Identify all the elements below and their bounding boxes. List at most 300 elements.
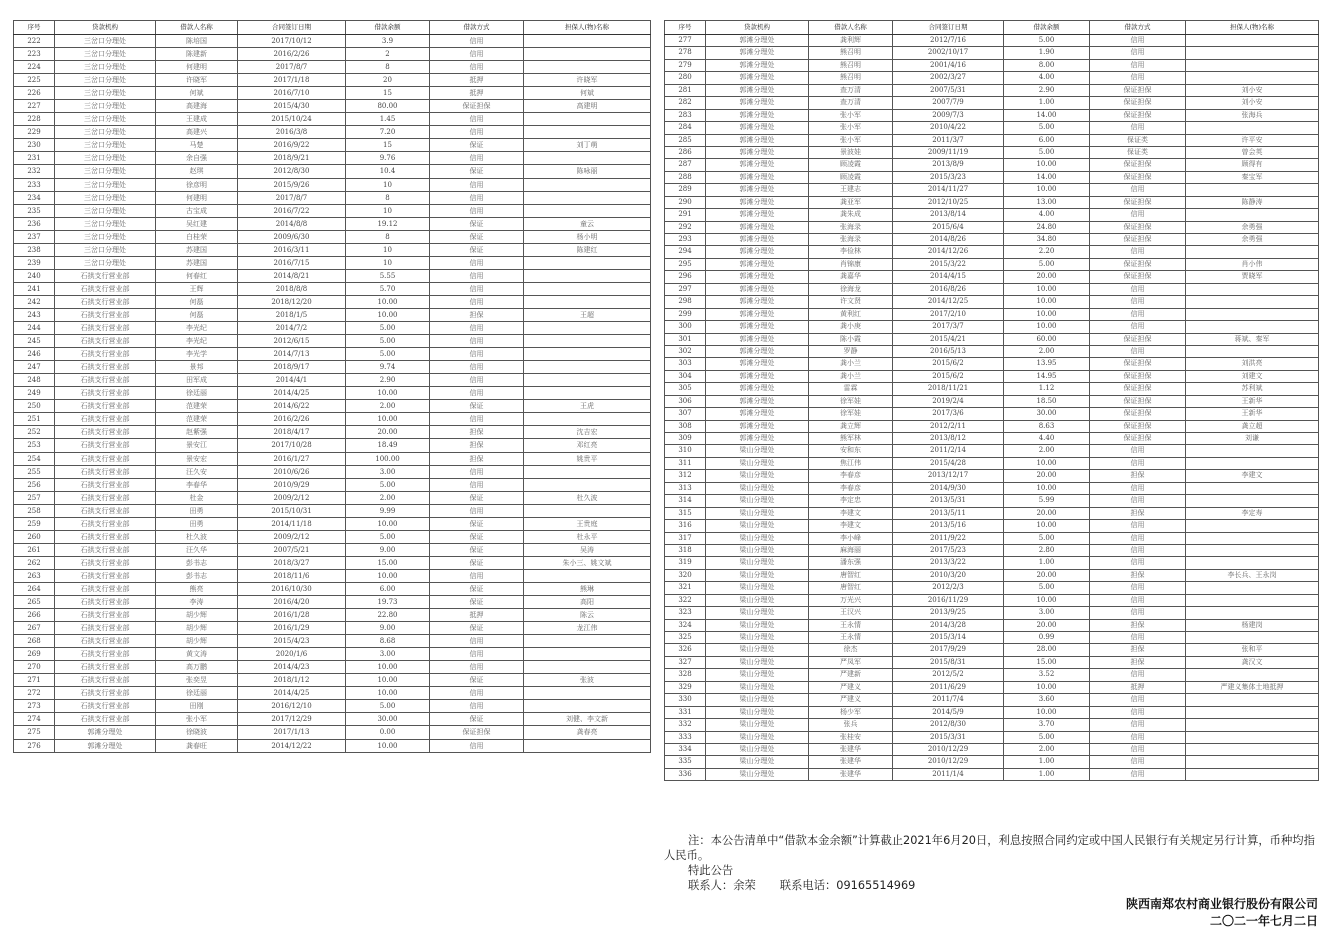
cell-seq: 321 [665,582,706,594]
cell-seq: 320 [665,569,706,581]
cell-institution: 石拱支行营业部 [55,609,156,622]
table-row [665,271,1319,283]
cell-institution: 石拱支行营业部 [55,556,156,569]
cell-seq: 249 [14,387,55,400]
cell-contract-date: 2016/12/10 [238,700,346,713]
cell-loan-type: 信用 [1090,694,1186,706]
header-institution: 贷款机构 [706,21,809,35]
cell-borrower: 张小军 [809,122,893,134]
table-row [665,358,1319,370]
cell-contract-date: 2014/12/26 [893,246,1004,258]
cell-balance: 15.00 [1004,656,1090,668]
cell-balance: 8 [346,230,430,243]
cell-contract-date: 2014/7/13 [238,348,346,361]
cell-balance: 14.95 [1004,370,1090,382]
cell-contract-date: 2002/3/27 [893,72,1004,84]
cell-seq: 256 [14,478,55,491]
cell-institution: 郭滩分理处 [706,370,809,382]
cell-balance: 28.00 [1004,644,1090,656]
cell-balance: 0.00 [346,726,430,739]
cell-loan-type: 信用 [1090,582,1186,594]
cell-loan-type: 保证 [430,139,524,152]
cell-institution: 郭滩分理处 [706,35,809,47]
cell-institution: 石拱支行营业部 [55,661,156,674]
issue-date: 二〇二一年七月二日 [1209,914,1318,928]
table-row [665,221,1319,233]
cell-guarantor: 邓红亮 [524,439,651,452]
cell-borrower: 陈小霞 [809,333,893,345]
cell-loan-type: 保证 [430,596,524,609]
cell-contract-date: 2016/10/30 [238,582,346,595]
cell-institution: 郭滩分理处 [706,395,809,407]
cell-guarantor [524,335,651,348]
cell-contract-date: 2011/1/4 [893,768,1004,780]
cell-contract-date: 2014/12/22 [238,739,346,752]
cell-contract-date: 2001/4/16 [893,59,1004,71]
cell-balance: 14.00 [1004,171,1090,183]
cell-seq: 241 [14,282,55,295]
cell-institution: 梁山分理处 [706,594,809,606]
cell-balance: 9.00 [346,543,430,556]
cell-borrower: 龚春旺 [156,739,238,752]
cell-guarantor: 王新华 [1186,395,1319,407]
cell-seq: 265 [14,596,55,609]
table-row [665,84,1319,96]
header-guarantor: 担保人(物)名称 [524,21,651,35]
cell-loan-type: 信用 [1090,445,1186,457]
cell-institution: 石拱支行营业部 [55,478,156,491]
cell-guarantor [1186,296,1319,308]
cell-seq: 271 [14,674,55,687]
cell-borrower: 王建成 [156,113,238,126]
cell-institution: 石拱支行营业部 [55,582,156,595]
cell-loan-type: 信用 [1090,669,1186,681]
cell-guarantor: 杜久波 [524,491,651,504]
cell-institution: 三岔口分理处 [55,230,156,243]
cell-guarantor [1186,345,1319,357]
table-row [14,217,651,230]
cell-seq: 251 [14,413,55,426]
cell-contract-date: 2015/3/23 [893,171,1004,183]
cell-guarantor: 秦宝军 [1186,171,1319,183]
cell-guarantor: 刘建文 [1186,370,1319,382]
cell-institution: 石拱支行营业部 [55,269,156,282]
cell-institution: 郭滩分理处 [706,333,809,345]
cell-balance: 2.20 [1004,246,1090,258]
table-row [665,97,1319,109]
cell-guarantor [1186,495,1319,507]
table-row [14,243,651,256]
cell-guarantor: 肖小伟 [1186,258,1319,270]
cell-loan-type: 信用 [1090,184,1186,196]
table-row [665,669,1319,681]
cell-loan-type: 信用 [1090,520,1186,532]
cell-institution: 郭滩分理处 [706,234,809,246]
cell-contract-date: 2002/10/17 [893,47,1004,59]
cell-guarantor: 杨建岗 [1186,619,1319,631]
cell-contract-date: 2015/10/24 [238,113,346,126]
cell-guarantor [1186,706,1319,718]
cell-seq: 266 [14,609,55,622]
cell-balance: 8 [346,61,430,74]
cell-contract-date: 2012/8/30 [238,165,346,178]
cell-institution: 梁山分理处 [706,482,809,494]
cell-loan-type: 信用 [1090,246,1186,258]
cell-seq: 257 [14,491,55,504]
cell-seq: 315 [665,507,706,519]
cell-loan-type: 担保 [430,308,524,321]
cell-contract-date: 2016/1/28 [238,609,346,622]
cell-guarantor: 余勇强 [1186,221,1319,233]
cell-institution: 石拱支行营业部 [55,596,156,609]
cell-loan-type: 保证 [430,491,524,504]
cell-contract-date: 2015/3/31 [893,731,1004,743]
cell-contract-date: 2017/3/6 [893,408,1004,420]
cell-seq: 264 [14,582,55,595]
table-row [665,470,1319,482]
cell-balance: 2.00 [1004,743,1090,755]
cell-contract-date: 2013/5/16 [893,520,1004,532]
cell-institution: 梁山分理处 [706,731,809,743]
cell-guarantor [524,126,651,139]
table-row [665,619,1319,631]
cell-balance: 10.00 [1004,594,1090,606]
cell-borrower: 张兵 [809,719,893,731]
cell-borrower: 龚立辉 [809,420,893,432]
cell-guarantor: 杨小明 [524,230,651,243]
cell-loan-type: 担保 [430,452,524,465]
cell-loan-type: 信用 [1090,59,1186,71]
cell-seq: 289 [665,184,706,196]
cell-seq: 301 [665,333,706,345]
cell-guarantor: 童云 [524,217,651,230]
cell-contract-date: 2017/2/10 [893,308,1004,320]
table-row [14,61,651,74]
cell-contract-date: 2014/5/9 [893,706,1004,718]
header-balance: 借款余额 [346,21,430,35]
cell-contract-date: 2014/9/30 [893,482,1004,494]
cell-loan-type: 信用 [430,152,524,165]
cell-loan-type: 保证 [430,543,524,556]
cell-contract-date: 2018/4/17 [238,426,346,439]
cell-borrower: 龚亚军 [809,196,893,208]
cell-balance: 10.00 [346,413,430,426]
cell-seq: 282 [665,97,706,109]
cell-borrower: 熊召明 [809,47,893,59]
cell-seq: 323 [665,607,706,619]
cell-contract-date: 2020/1/6 [238,648,346,661]
cell-contract-date: 2016/11/29 [893,594,1004,606]
cell-guarantor [1186,743,1319,755]
cell-seq: 308 [665,420,706,432]
cell-balance: 5.00 [1004,35,1090,47]
cell-borrower: 张建华 [809,768,893,780]
signature-block [1126,896,1318,930]
cell-guarantor [524,700,651,713]
cell-loan-type: 信用 [430,635,524,648]
cell-guarantor: 王贵庭 [524,517,651,530]
cell-loan-type: 信用 [430,61,524,74]
cell-balance: 10.00 [346,308,430,321]
cell-borrower: 范建荣 [156,400,238,413]
cell-seq: 248 [14,374,55,387]
cell-borrower: 安和东 [809,445,893,457]
table-row [665,134,1319,146]
cell-seq: 332 [665,719,706,731]
cell-institution: 梁山分理处 [706,681,809,693]
cell-institution: 三岔口分理处 [55,35,156,48]
table-row [14,596,651,609]
cell-borrower: 吴红建 [156,217,238,230]
table-row [14,661,651,674]
cell-contract-date: 2016/8/26 [893,283,1004,295]
cell-contract-date: 2017/10/28 [238,439,346,452]
cell-guarantor: 龚汉文 [1186,656,1319,668]
cell-guarantor [1186,246,1319,258]
cell-seq: 275 [14,726,55,739]
cell-loan-type: 信用 [1090,482,1186,494]
cell-balance: 5.00 [346,322,430,335]
cell-guarantor [1186,632,1319,644]
cell-guarantor [1186,544,1319,556]
cell-loan-type: 保证担保 [1090,408,1186,420]
cell-balance: 8 [346,191,430,204]
cell-loan-type: 信用 [1090,532,1186,544]
cell-loan-type: 信用 [430,282,524,295]
cell-balance: 5.00 [1004,258,1090,270]
table-row [665,308,1319,320]
table-row [665,209,1319,221]
cell-balance: 24.80 [1004,221,1090,233]
cell-borrower: 高建兴 [156,126,238,139]
cell-balance: 2.90 [1004,84,1090,96]
cell-contract-date: 2010/3/20 [893,569,1004,581]
cell-loan-type: 担保 [1090,507,1186,519]
table-row [14,582,651,595]
header-borrower: 借款人名称 [156,21,238,35]
cell-contract-date: 2014/4/15 [893,271,1004,283]
cell-institution: 郭滩分理处 [706,84,809,96]
cell-borrower: 彭书志 [156,569,238,582]
cell-contract-date: 2013/5/31 [893,495,1004,507]
cell-balance: 9.00 [346,622,430,635]
cell-seq: 292 [665,221,706,233]
cell-loan-type: 保证 [430,674,524,687]
cell-guarantor [524,204,651,217]
cell-guarantor: 陈静涛 [1186,196,1319,208]
cell-seq: 242 [14,295,55,308]
table-row [665,47,1319,59]
cell-balance: 20.00 [1004,507,1090,519]
cell-balance: 1.90 [1004,47,1090,59]
cell-seq: 291 [665,209,706,221]
cell-borrower: 马楚 [156,139,238,152]
cell-loan-type: 保证类 [1090,146,1186,158]
cell-balance: 10.00 [1004,706,1090,718]
cell-institution: 梁山分理处 [706,619,809,631]
cell-institution: 三岔口分理处 [55,113,156,126]
cell-institution: 郭滩分理处 [706,59,809,71]
cell-guarantor: 高建明 [524,100,651,113]
cell-loan-type: 信用 [1090,632,1186,644]
cell-contract-date: 2016/5/13 [893,345,1004,357]
cell-seq: 279 [665,59,706,71]
table-body [14,35,651,753]
cell-seq: 236 [14,217,55,230]
note-text: 注：本公告清单中“借款本金余额”计算截止2021年6月20日，利息按照合同约定或中国人民银行有关规定另行计算，币种均指人民币。 [664,834,1315,862]
cell-seq: 281 [665,84,706,96]
cell-balance: 1.45 [346,113,430,126]
cell-seq: 231 [14,152,55,165]
cell-seq: 253 [14,439,55,452]
cell-institution: 三岔口分理处 [55,87,156,100]
cell-loan-type: 信用 [1090,706,1186,718]
cell-balance: 2.90 [346,374,430,387]
cell-loan-type: 信用 [430,387,524,400]
cell-loan-type: 担保 [430,439,524,452]
cell-seq: 255 [14,465,55,478]
table-row [665,768,1319,780]
cell-guarantor: 许晓军 [524,74,651,87]
cell-loan-type: 保证担保 [1090,159,1186,171]
cell-balance: 1.12 [1004,383,1090,395]
cell-borrower: 何磊 [156,308,238,321]
cell-guarantor: 沈吉宏 [524,426,651,439]
table-row [14,126,651,139]
cell-borrower: 麻海丽 [809,544,893,556]
cell-guarantor: 何斌 [524,87,651,100]
cell-contract-date: 2011/2/14 [893,445,1004,457]
cell-loan-type: 信用 [1090,756,1186,768]
cell-guarantor [524,687,651,700]
cell-contract-date: 2016/7/10 [238,87,346,100]
cell-seq: 263 [14,569,55,582]
loan-table-right [664,20,1319,781]
cell-contract-date: 2011/7/4 [893,694,1004,706]
cell-loan-type: 信用 [430,322,524,335]
cell-seq: 324 [665,619,706,631]
cell-borrower: 黄文涛 [156,648,238,661]
cell-loan-type: 信用 [430,465,524,478]
cell-institution: 三岔口分理处 [55,61,156,74]
cell-loan-type: 担保 [1090,569,1186,581]
cell-balance: 20.00 [346,426,430,439]
cell-seq: 309 [665,433,706,445]
cell-seq: 284 [665,122,706,134]
cell-balance: 3.52 [1004,669,1090,681]
cell-guarantor: 李长兵、王永岗 [1186,569,1319,581]
cell-balance: 10.00 [1004,308,1090,320]
table-row [665,706,1319,718]
cell-contract-date: 2009/11/19 [893,146,1004,158]
table-row [14,622,651,635]
cell-contract-date: 2010/12/29 [893,756,1004,768]
cell-borrower: 何建明 [156,61,238,74]
cell-guarantor [1186,594,1319,606]
cell-institution: 石拱支行营业部 [55,569,156,582]
table-row [14,556,651,569]
cell-borrower: 熊召明 [809,72,893,84]
table-row [14,335,651,348]
cell-seq: 325 [665,632,706,644]
contact-person: 联系人：余荣 [688,879,756,892]
cell-guarantor [524,569,651,582]
cell-borrower: 苏建国 [156,243,238,256]
table-row [14,191,651,204]
cell-borrower: 顾凌霞 [809,171,893,183]
cell-borrower: 王建志 [809,184,893,196]
cell-seq: 230 [14,139,55,152]
issuer-name: 陕西南郑农村商业银行股份有限公司 [1125,897,1318,911]
table-row [14,635,651,648]
table-row [14,139,651,152]
cell-institution: 石拱支行营业部 [55,648,156,661]
cell-loan-type: 信用 [430,661,524,674]
cell-guarantor: 姚贵平 [524,452,651,465]
cell-seq: 260 [14,530,55,543]
cell-contract-date: 2018/9/17 [238,361,346,374]
cell-borrower: 张奕昱 [156,674,238,687]
cell-balance: 5.99 [1004,495,1090,507]
cell-borrower: 龚嘉华 [809,271,893,283]
cell-borrower: 徐彦明 [156,178,238,191]
cell-institution: 郭滩分理处 [706,258,809,270]
cell-contract-date: 2013/8/9 [893,159,1004,171]
cell-balance: 5.00 [346,478,430,491]
table-row [14,491,651,504]
cell-contract-date: 2019/2/4 [893,395,1004,407]
cell-borrower: 杨少军 [809,706,893,718]
cell-borrower: 景安宏 [156,452,238,465]
cell-balance: 5.00 [1004,731,1090,743]
cell-balance: 3.60 [1004,694,1090,706]
cell-borrower: 田勇 [156,504,238,517]
cell-institution: 石拱支行营业部 [55,687,156,700]
cell-guarantor [524,635,651,648]
cell-contract-date: 2010/4/22 [893,122,1004,134]
table-row [14,113,651,126]
cell-seq: 276 [14,739,55,752]
table-row [14,100,651,113]
cell-borrower: 张小军 [156,713,238,726]
table-row [14,256,651,269]
cell-institution: 郭滩分理处 [55,739,156,752]
cell-balance: 100.00 [346,452,430,465]
cell-seq: 330 [665,694,706,706]
table-row [665,507,1319,519]
cell-borrower: 彭书志 [156,556,238,569]
cell-loan-type: 保证担保 [1090,84,1186,96]
cell-borrower: 李建文 [809,507,893,519]
cell-contract-date: 2011/9/22 [893,532,1004,544]
cell-loan-type: 信用 [430,348,524,361]
cell-loan-type: 信用 [430,295,524,308]
cell-seq: 331 [665,706,706,718]
cell-borrower: 高万鹏 [156,661,238,674]
cell-balance: 8.68 [346,635,430,648]
cell-borrower: 徐杰 [809,644,893,656]
cell-loan-type: 信用 [1090,308,1186,320]
cell-guarantor [1186,532,1319,544]
cell-institution: 郭滩分理处 [706,383,809,395]
table-row [14,530,651,543]
cell-borrower: 严建义 [809,694,893,706]
cell-guarantor [524,35,651,48]
header-borrower: 借款人名称 [809,21,893,35]
cell-seq: 235 [14,204,55,217]
table-row [665,743,1319,755]
cell-borrower: 李春华 [156,478,238,491]
